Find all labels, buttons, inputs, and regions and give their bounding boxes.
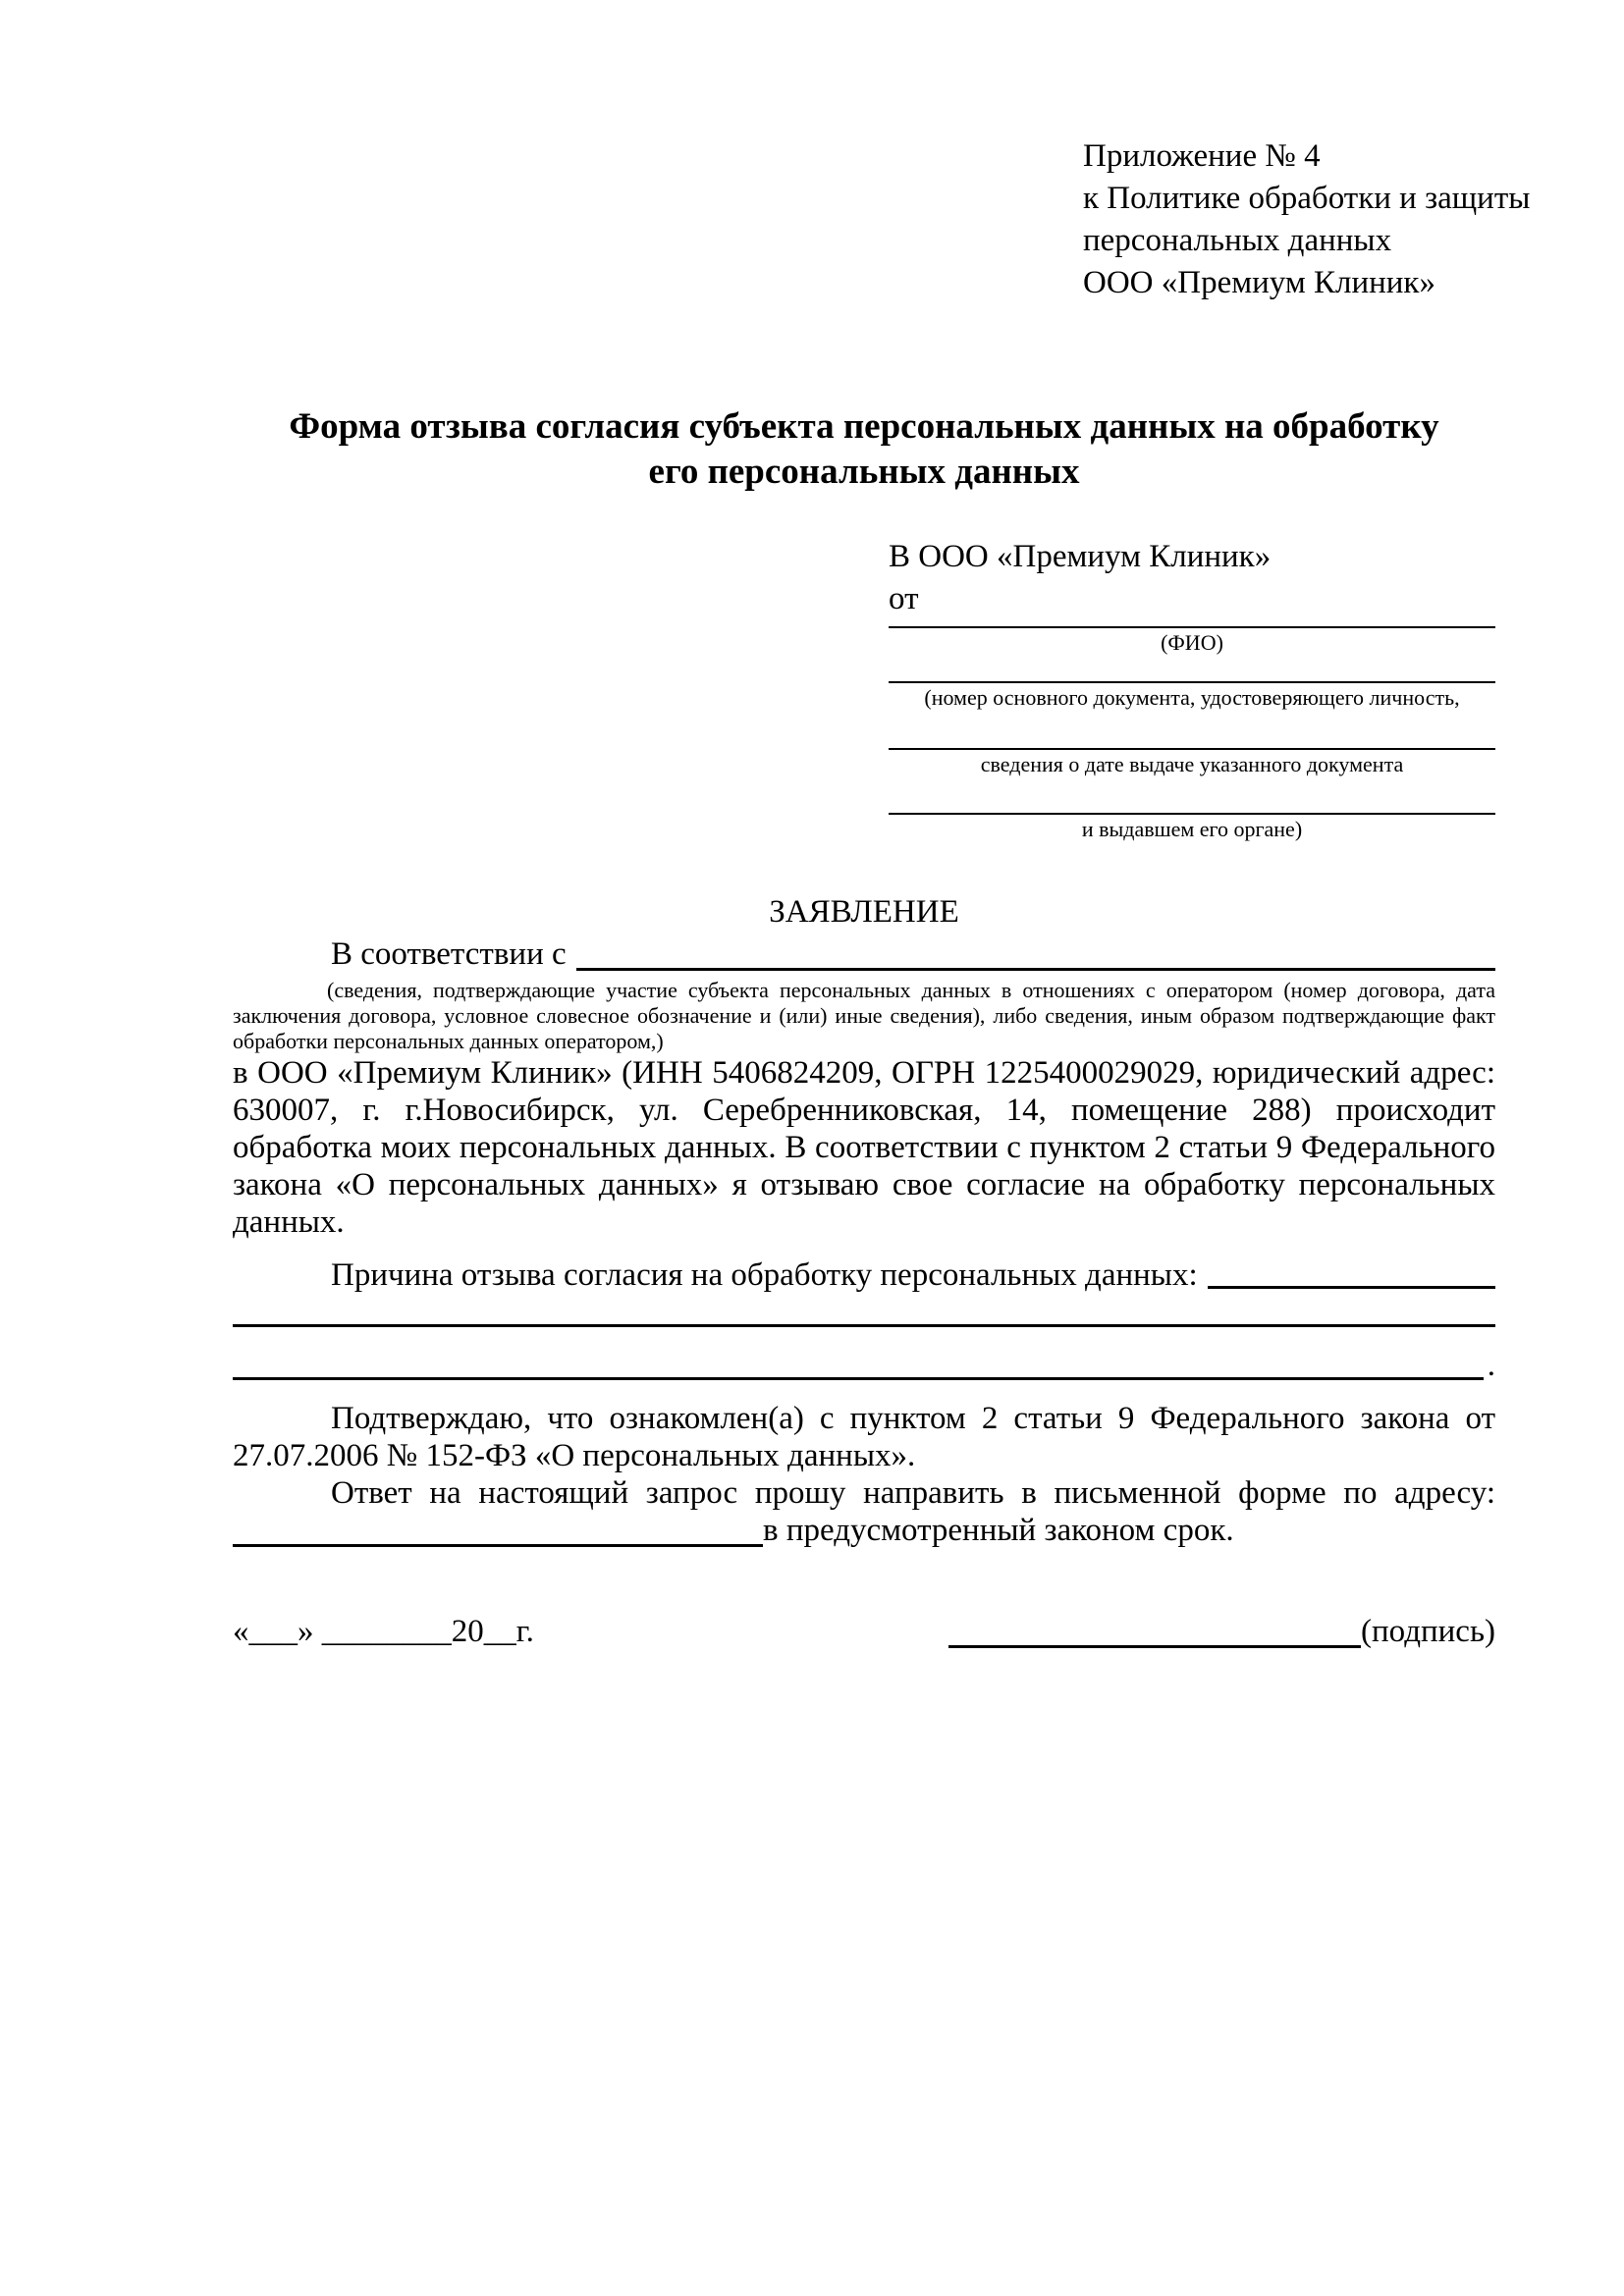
intro-prefix: В соответствии с (331, 936, 567, 972)
appendix-note (1083, 135, 1531, 304)
blank-line (233, 1324, 1495, 1327)
confirmation-paragraph: Подтверждаю, что ознакомлен(а) с пунктом 2 статьи 9 Федерального закона от 27.07.2006 № 152-ФЗ «О персональных данных». (233, 1401, 1495, 1473)
recipient-block (889, 536, 1495, 844)
appendix-line: персональных данных (1083, 223, 1392, 258)
recipient-to: В ООО «Премиум Клиник» (889, 539, 1272, 574)
issue-date-blank-line (889, 713, 1495, 750)
address-blank-line (233, 1544, 763, 1547)
reason-blank-row-2 (233, 1327, 1495, 1383)
footer-row (233, 1610, 1495, 1654)
issuing-authority-blank-line (889, 779, 1495, 815)
reply-request-line: Ответ на настоящий запрос прошу направить в письменной форме по адресу: (331, 1475, 1495, 1511)
appendix-line: к Политике обработки и защиты (1083, 181, 1531, 216)
body-paragraph: в ООО «Премиум Клиник» (ИНН 5406824209, ОГРН 1225400029029, юридический адрес: 630007, г. г.Новосибирск, ул. Серебренниковская, 14, помещение 288) происходит обработка моих персональных данных. В соответствии с пунктом 2 статьи 9 Федерального закона «О персональных данных» я отзываю свое согласие на обработку персональных данных. (233, 1055, 1495, 1240)
reason-blank-line (1208, 1286, 1495, 1289)
issuing-authority-caption: и выдавшем его органе) (1081, 817, 1303, 841)
recipient-from: от (889, 581, 919, 616)
title-line: Форма отзыва согласия субъекта персональных данных на обработку (289, 406, 1439, 447)
fio-caption: (ФИО) (1161, 630, 1223, 655)
intro-line (233, 934, 1495, 976)
document-title (233, 404, 1495, 495)
blank-line (233, 1377, 1484, 1380)
reason-blank-row-1 (233, 1294, 1495, 1327)
appendix-line: Приложение № 4 (1083, 138, 1321, 174)
statement-heading: ЗАЯВЛЕНИЕ (769, 894, 959, 930)
sentence-period: . (1487, 1348, 1495, 1383)
signature-blank-line (948, 1645, 1361, 1648)
reply-address-line (233, 1512, 1495, 1549)
reason-label: Причина отзыва согласия на обработку персональных данных: (331, 1257, 1198, 1293)
appendix-line: ООО «Премиум Клиник» (1083, 265, 1435, 300)
signature-caption: (подпись) (1361, 1614, 1495, 1649)
reply-suffix: в предусмотренный законом срок. (763, 1513, 1234, 1548)
signature-area (948, 1610, 1495, 1654)
reason-line (233, 1256, 1495, 1294)
title-line: его персональных данных (648, 452, 1080, 492)
intro-blank-line (576, 968, 1495, 971)
document-number-caption: (номер основного документа, удостоверяющего личность, (924, 685, 1460, 710)
issue-date-caption: сведения о дате выдаче указанного документа (980, 752, 1404, 776)
date-line: «___» ________20__г. (233, 1614, 534, 1649)
document-number-blank-line (889, 658, 1495, 683)
fio-blank-line (889, 620, 1495, 628)
fine-print-note: (сведения, подтверждающие участие субъекта персональных данных в отношениях с оператором (номер договора, дата заключения договора, условное словесное обозначение и (или) иные сведения), либо сведения, иным образом подтверждающие факт обработки персональных данных оператором,) (233, 978, 1495, 1053)
